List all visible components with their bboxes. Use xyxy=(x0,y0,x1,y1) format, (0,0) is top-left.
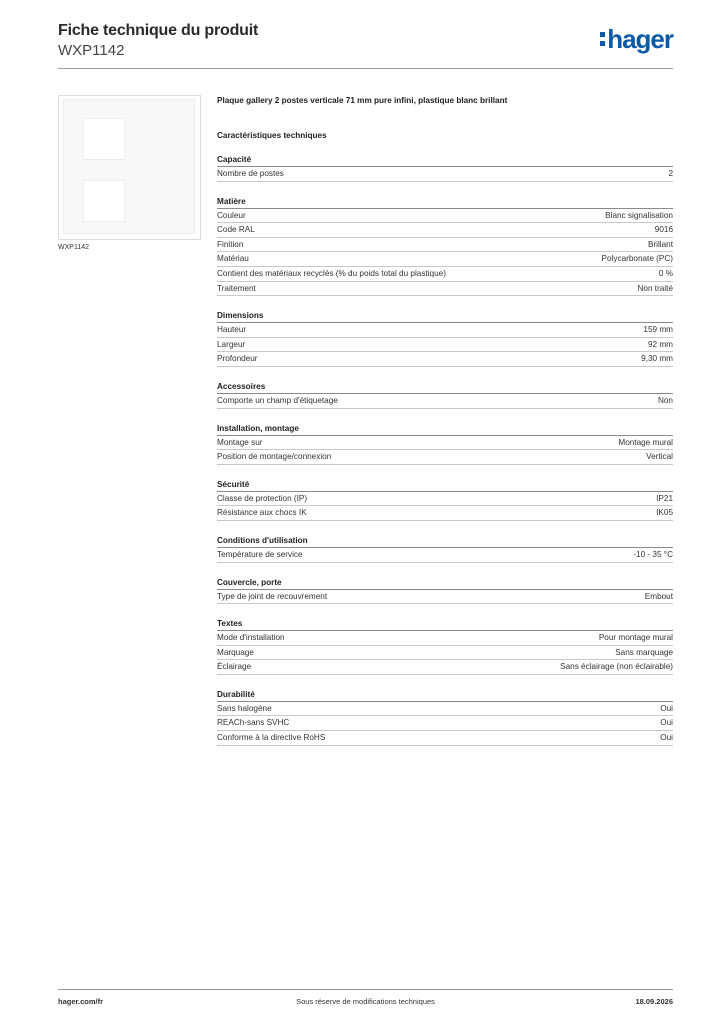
spec-row xyxy=(217,352,673,367)
footer-date: 18.09.2026 xyxy=(635,997,673,1006)
spec-label: Sans halogène xyxy=(217,703,272,713)
spec-label: Profondeur xyxy=(217,354,258,364)
spec-value: Pour montage mural xyxy=(598,633,673,643)
spec-section xyxy=(217,423,673,465)
spec-value: 9,30 mm xyxy=(641,354,673,364)
section-title: Capacité xyxy=(217,154,673,167)
spec-label: Code RAL xyxy=(217,225,255,235)
section-title: Textes xyxy=(217,618,673,631)
footer-website: hager.com/fr xyxy=(58,997,104,1006)
spec-value: 9016 xyxy=(654,225,673,235)
section-title: Durabilité xyxy=(217,689,673,702)
spec-row xyxy=(217,450,673,465)
product-reference: WXP1142 xyxy=(58,42,125,59)
spec-value: Blanc signalisation xyxy=(605,210,673,220)
spec-value: Vertical xyxy=(646,452,673,462)
spec-section xyxy=(217,154,673,182)
spec-row xyxy=(217,167,673,182)
spec-value: 159 mm xyxy=(643,325,673,335)
spec-label: Classe de protection (IP) xyxy=(217,493,308,503)
spec-row xyxy=(217,716,673,731)
spec-value: Non xyxy=(657,395,673,405)
spec-value: Oui xyxy=(660,733,673,743)
spec-content xyxy=(217,95,673,746)
spec-value: 0 % xyxy=(658,268,673,278)
section-title: Accessoires xyxy=(217,381,673,394)
spec-label: REACh-sans SVHC xyxy=(217,718,290,728)
section-title: Sécurité xyxy=(217,479,673,492)
spec-row xyxy=(217,548,673,563)
spec-row xyxy=(217,660,673,675)
spec-row xyxy=(217,436,673,451)
spec-value: Sans éclairage (non éclairable) xyxy=(560,662,673,672)
spec-row xyxy=(217,238,673,253)
spec-row xyxy=(217,506,673,521)
spec-row xyxy=(217,731,673,746)
spec-row xyxy=(217,267,673,282)
section-title: Conditions d'utilisation xyxy=(217,535,673,548)
hager-logo xyxy=(600,26,673,52)
spec-label: Température de service xyxy=(217,549,303,559)
plate-slot-top xyxy=(83,118,125,160)
spec-label: Couleur xyxy=(217,210,246,220)
spec-label: Type de joint de recouvrement xyxy=(217,591,328,601)
spec-row xyxy=(217,590,673,605)
spec-section xyxy=(217,310,673,367)
spec-section xyxy=(217,196,673,297)
page-header xyxy=(58,20,673,70)
spec-row xyxy=(217,323,673,338)
product-description: Plaque gallery 2 postes verticale 71 mm pure infini, plastique blanc brillant xyxy=(217,96,508,105)
spec-row xyxy=(217,338,673,353)
wall-plate-illustration xyxy=(63,99,195,234)
spec-row xyxy=(217,209,673,224)
logo-dots-icon xyxy=(600,32,605,46)
product-image xyxy=(58,95,201,240)
spec-label: Hauteur xyxy=(217,325,247,335)
logo-text: hager xyxy=(607,24,673,54)
spec-section xyxy=(217,479,673,521)
spec-value: IP21 xyxy=(656,493,673,503)
spec-value: Brillant xyxy=(647,239,673,249)
footer-divider xyxy=(58,989,673,990)
spec-label: Montage sur xyxy=(217,437,263,447)
spec-value: Oui xyxy=(660,718,673,728)
spec-row xyxy=(217,646,673,661)
spec-label: Résistance aux chocs IK xyxy=(217,508,307,518)
spec-label: Finition xyxy=(217,239,244,249)
spec-row xyxy=(217,252,673,267)
spec-label: Matériau xyxy=(217,254,249,264)
spec-value: Polycarbonate (PC) xyxy=(601,254,673,264)
spec-section xyxy=(217,618,673,675)
spec-label: Éclairage xyxy=(217,662,252,672)
spec-row xyxy=(217,394,673,409)
spec-label: Mode d'installation xyxy=(217,633,285,643)
spec-value: Non traité xyxy=(637,283,673,293)
spec-label: Marquage xyxy=(217,647,254,657)
spec-row xyxy=(217,631,673,646)
spec-row xyxy=(217,702,673,717)
section-title: Couvercle, porte xyxy=(217,577,673,590)
specs-heading: Caractéristiques techniques xyxy=(217,131,327,140)
spec-section xyxy=(217,381,673,409)
spec-section xyxy=(217,535,673,563)
spec-row xyxy=(217,492,673,507)
header-divider xyxy=(58,68,673,69)
section-title: Matière xyxy=(217,196,673,209)
spec-section xyxy=(217,689,673,746)
section-title: Installation, montage xyxy=(217,423,673,436)
spec-value: Sans marquage xyxy=(615,647,673,657)
spec-label: Nombre de postes xyxy=(217,169,284,178)
spec-row xyxy=(217,223,673,238)
plate-slot-bottom xyxy=(83,180,125,222)
spec-row xyxy=(217,282,673,297)
spec-value: Montage mural xyxy=(618,437,673,447)
spec-label: Contient des matériaux recyclés (% du poids total du plastique) xyxy=(217,268,446,278)
spec-label: Traitement xyxy=(217,283,256,293)
spec-value: IK05 xyxy=(656,508,673,518)
spec-value: Embout xyxy=(644,591,673,601)
spec-section xyxy=(217,577,673,605)
spec-sections xyxy=(217,154,673,746)
spec-label: Largeur xyxy=(217,339,246,349)
spec-value: -10 - 35 °C xyxy=(633,549,673,559)
page-title: Fiche technique du produit xyxy=(58,22,259,39)
spec-label: Conforme à la directive RoHS xyxy=(217,733,326,743)
section-title: Dimensions xyxy=(217,310,673,323)
spec-label: Position de montage/connexion xyxy=(217,452,332,462)
spec-value: Oui xyxy=(660,703,673,713)
spec-value: 92 mm xyxy=(647,339,673,349)
image-caption: WXP1142 xyxy=(58,244,89,251)
spec-label: Comporte un champ d'étiquetage xyxy=(217,395,338,405)
spec-value: 2 xyxy=(668,169,673,178)
footer-notice: Sous réserve de modifications techniques xyxy=(296,997,435,1006)
